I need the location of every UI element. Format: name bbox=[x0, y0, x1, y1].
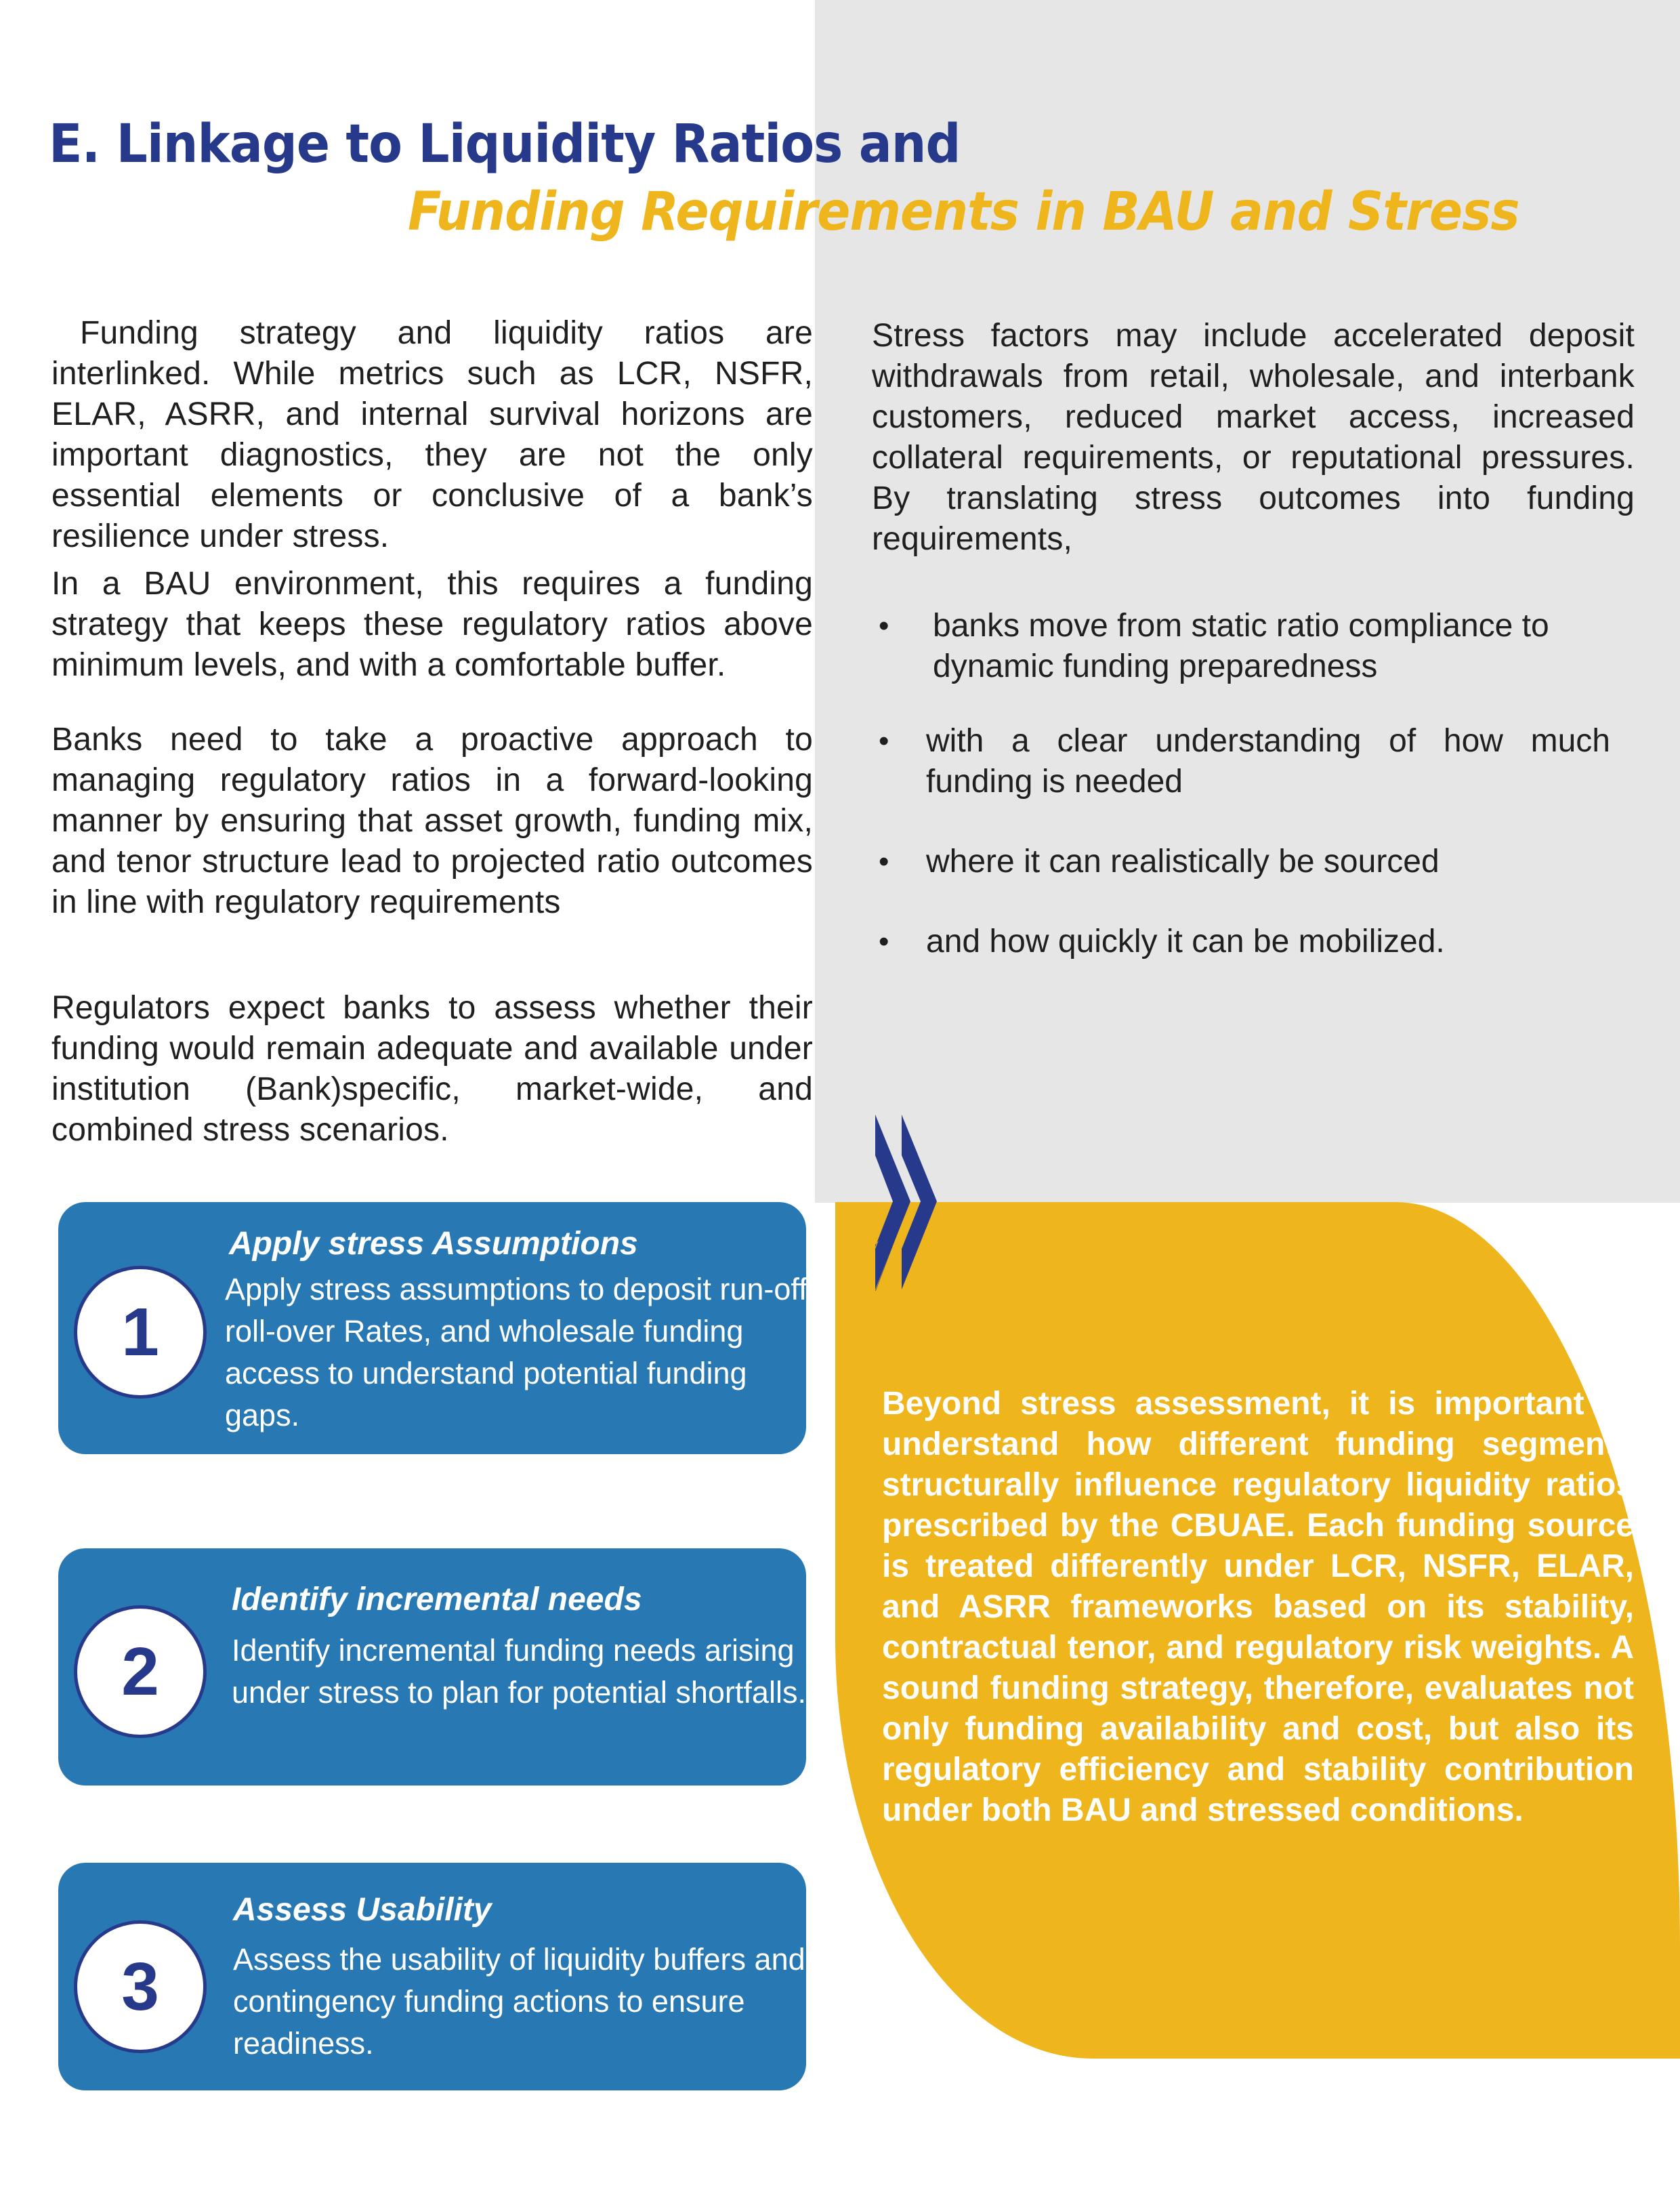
double-chevron-right-icon bbox=[874, 1115, 1036, 1291]
list-item bbox=[872, 842, 1637, 882]
list-item bbox=[872, 721, 1637, 802]
step-description: Assess the usability of liquidity buffers and contingency funding actions to ensure readiness. bbox=[233, 1942, 805, 2061]
page-title-line2: Funding Requirements in BAU and Stress bbox=[408, 182, 1519, 243]
callout-text: Beyond stress assessment, it is important to understand how different funding segments structurally influence regulatory liquidity ratios prescribed by the CBUAE. Each funding source is treated differently under LCR, NSFR, ELAR, and ASRR frameworks based on its stability, contractual tenor, and regulatory risk weights. A sound funding strategy, therefore, evaluates not only funding availability and cost, but also its regulatory efficiency and stability contribution under both BAU and stressed conditions. bbox=[882, 1386, 1634, 1828]
step-title: Apply stress Assumptions bbox=[229, 1226, 638, 1262]
step-card-3 bbox=[58, 1863, 806, 2090]
bullet-text: and how quickly it can be mobilized. bbox=[926, 924, 1445, 959]
step-card-1 bbox=[58, 1202, 816, 1454]
step-card-2 bbox=[58, 1548, 806, 1785]
list-item bbox=[872, 606, 1637, 687]
step-description: Identify incremental funding needs arising under stress to plan for potential shortfalls. bbox=[232, 1633, 806, 1710]
list-item bbox=[872, 922, 1637, 962]
bullet-icon: • bbox=[879, 609, 889, 642]
right-intro-paragraph: Stress factors may include accelerated deposit withdrawals from retail, wholesale, and interbank customers, reduced market access, increased collateral requirements, or reputational pressures. By translating stress outcomes into funding requirements, bbox=[872, 318, 1635, 557]
bullet-text: with a clear understanding of how much funding is needed bbox=[926, 723, 1610, 800]
left-paragraph-3: Banks need to take a proactive approach to managing regulatory ratios in a forward-looking manner by ensuring that asset growth, funding mix, and tenor structure lead to projected ratio outcomes in line with regulatory requirements bbox=[51, 722, 813, 920]
step-description: Apply stress assumptions to deposit run-off, roll-over Rates, and wholesale funding access to understand potential funding gaps. bbox=[225, 1272, 816, 1432]
left-paragraph-1: Funding strategy and liquidity ratios are interlinked. While metrics such as LCR, NSFR, ELAR, ASRR, and internal survival horizons are important diagnostics, they are not the only essential elements or conclusive of a bank’s resilience under stress. bbox=[51, 315, 813, 554]
page-title-line1: E. Linkage to Liquidity Ratios and bbox=[49, 114, 961, 175]
grey-background-panel bbox=[815, 0, 1680, 1203]
step-number-badge: 3 bbox=[74, 1920, 207, 2053]
bullet-icon: • bbox=[879, 845, 889, 878]
bullet-text: where it can realistically be sourced bbox=[926, 844, 1440, 880]
step-title: Assess Usability bbox=[233, 1892, 492, 1928]
step-title: Identify incremental needs bbox=[232, 1582, 642, 1617]
step-number-badge: 2 bbox=[74, 1605, 207, 1738]
left-paragraph-4: Regulators expect banks to assess whether their funding would remain adequate and available under institution (Bank)specific, market-wide, and combined stress scenarios. bbox=[51, 990, 813, 1148]
bullet-icon: • bbox=[879, 724, 889, 758]
left-paragraph-2: In a BAU environment, this requires a funding strategy that keeps these regulatory ratios above minimum levels, and with a comfortable buffer. bbox=[51, 566, 813, 683]
bullet-text: banks move from static ratio compliance to dynamic funding preparedness bbox=[933, 608, 1549, 684]
bullet-list bbox=[872, 606, 1637, 962]
bullet-icon: • bbox=[879, 925, 889, 958]
step-number-badge: 1 bbox=[74, 1266, 207, 1399]
